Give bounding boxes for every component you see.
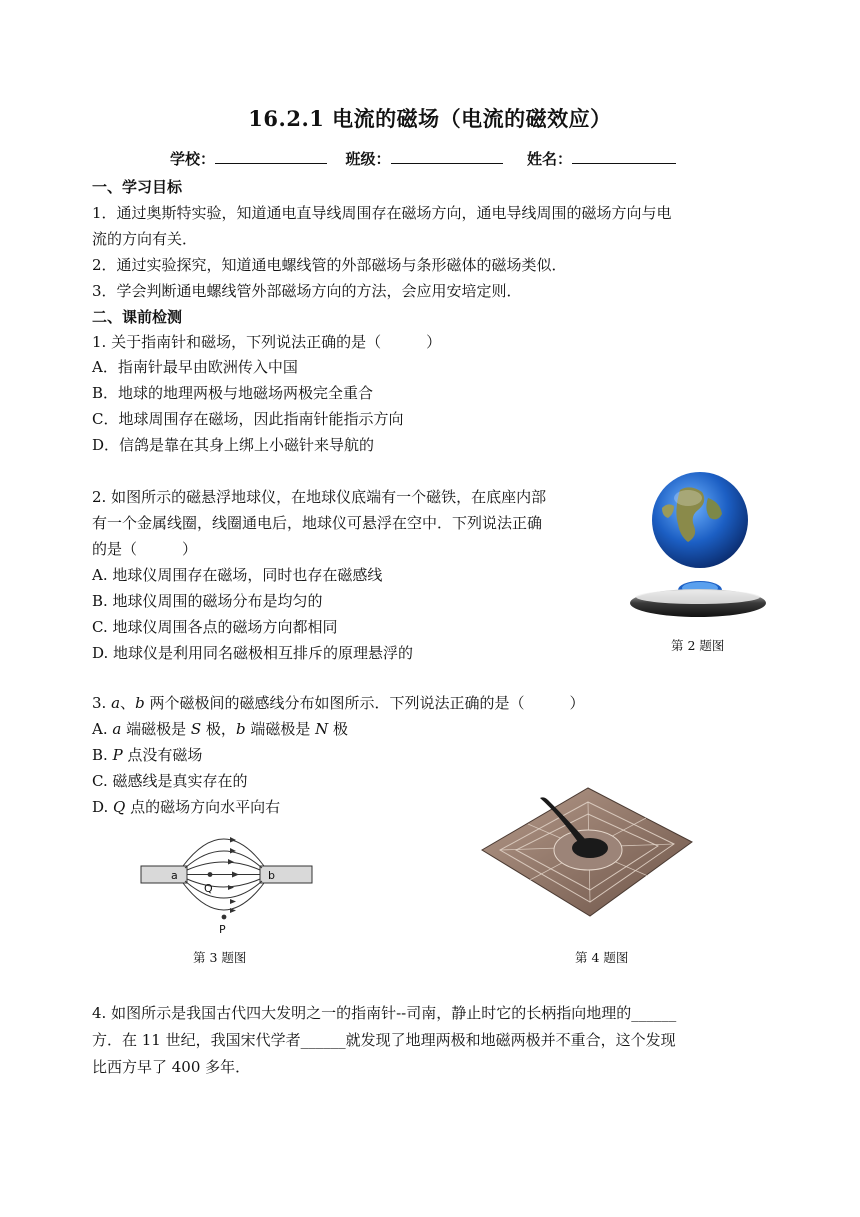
q4-figure-caption: 第 4 题图 (575, 950, 629, 965)
q3-opt-a-b: b (235, 720, 246, 738)
name-label: 姓名： (526, 150, 572, 168)
q3-opt-a-text2: 极， (201, 720, 236, 738)
q4-line: 比西方早了 400 多年． (92, 1058, 251, 1076)
q2-figure-caption: 第 2 题图 (671, 638, 725, 653)
name-blank (572, 149, 676, 164)
q3-opt-b-p: P (112, 746, 123, 764)
q3-option-d (92, 796, 280, 817)
q3-opt-b-rest: 点没有磁场 (122, 746, 203, 764)
q2-option-b: B. 地球仪周围的磁场分布是均匀的 (92, 592, 323, 610)
school-label: 学校： (170, 150, 216, 168)
q3-opt-a-end: 极 (328, 720, 348, 738)
q1-stem: 1. 关于指南针和磁场，下列说法正确的是（ ） (92, 333, 442, 351)
goal-line: 1．通过奥斯特实验，知道通电直导线周围存在磁场方向，通电导线周围的磁场方向与电 (92, 204, 672, 222)
class-label: 班级： (345, 150, 391, 168)
goal-line: 3．学会判断通电螺线管外部磁场方向的方法，会应用安培定则． (92, 282, 522, 300)
q3-stem-sep: 、 (120, 694, 136, 712)
pole-b-label: b (268, 869, 275, 882)
school-blank (215, 149, 327, 164)
section-heading-pretest: 二、课前检测 (92, 308, 183, 326)
point-q-label: Q (204, 882, 213, 895)
q3-stem (92, 692, 584, 713)
levitating-globe-image (628, 468, 768, 626)
goal-line: 2．通过实验探究，知道通电螺线管的外部磁场与条形磁体的磁场类似． (92, 256, 567, 274)
point-p-label: P (219, 923, 226, 936)
q3-opt-a-a: a (112, 720, 122, 738)
q3-opt-d-prefix: D. (92, 798, 114, 816)
section-heading-goals: 一、学习目标 (92, 178, 183, 196)
class-blank (391, 149, 503, 164)
q3-opt-a-n: N (315, 720, 329, 738)
q3-opt-a-s: S (190, 720, 202, 738)
q3-stem-prefix: 3. (92, 694, 112, 712)
q3-figure-caption: 第 3 题图 (193, 950, 247, 965)
q2-option-c: C. 地球仪周围各点的磁场方向都相同 (92, 618, 338, 636)
q1-option-d: D．信鸽是靠在其身上绑上小磁针来导航的 (92, 436, 375, 454)
q4-line: 4. 如图所示是我国古代四大发明之一的指南针--司南，静止时它的长柄指向地理的______ (92, 1004, 677, 1022)
q3-stem-a: a (111, 694, 121, 712)
q2-stem-line: 2. 如图所示的磁悬浮地球仪，在地球仪底端有一个磁铁，在底座内部 (92, 488, 547, 506)
field-lines-diagram (138, 826, 318, 938)
q3-opt-a-text1: 端磁极是 (121, 720, 191, 738)
goal-line: 流的方向有关． (92, 230, 198, 248)
q3-opt-a-text3: 端磁极是 (245, 720, 316, 738)
q3-stem-b: b (135, 694, 145, 712)
q3-option-b (92, 744, 202, 765)
q2-stem-line: 有一个金属线圈，线圈通电后，地球仪可悬浮在空中．下列说法正确 (92, 514, 543, 532)
q3-opt-b-prefix: B. (92, 746, 113, 764)
q3-opt-d-rest: 点的磁场方向水平向右 (125, 798, 281, 816)
q1-option-a: A．指南针最早由欧洲传入中国 (92, 358, 298, 376)
q3-option-a (92, 718, 348, 739)
sinan-compass-image (478, 784, 698, 920)
q3-opt-a-prefix: A. (92, 720, 113, 738)
pole-a-label: a (171, 869, 178, 882)
q2-option-a: A. 地球仪周围存在磁场，同时也存在磁感线 (92, 566, 383, 584)
q3-option-c: C. 磁感线是真实存在的 (92, 772, 248, 790)
q3-stem-rest: 两个磁极间的磁感线分布如图所示．下列说法正确的是（ ） (144, 694, 585, 712)
q2-option-d: D. 地球仪是利用同名磁极相互排斥的原理悬浮的 (92, 644, 414, 662)
q4-line: 方．在 11 世纪，我国宋代学者______就发现了地理两极和地磁两极并不重合，这个发现 (92, 1031, 676, 1049)
q2-stem-line: 的是（ ） (92, 540, 198, 558)
page-title: 16.2.1 电流的磁场（电流的磁效应） (248, 106, 612, 131)
q1-option-b: B．地球的地理两极与地磁场两极完全重合 (92, 384, 374, 402)
q3-opt-d-q: Q (113, 798, 126, 816)
q1-option-c: C．地球周围存在磁场，因此指南针能指示方向 (92, 410, 404, 428)
student-info-line (170, 148, 676, 169)
